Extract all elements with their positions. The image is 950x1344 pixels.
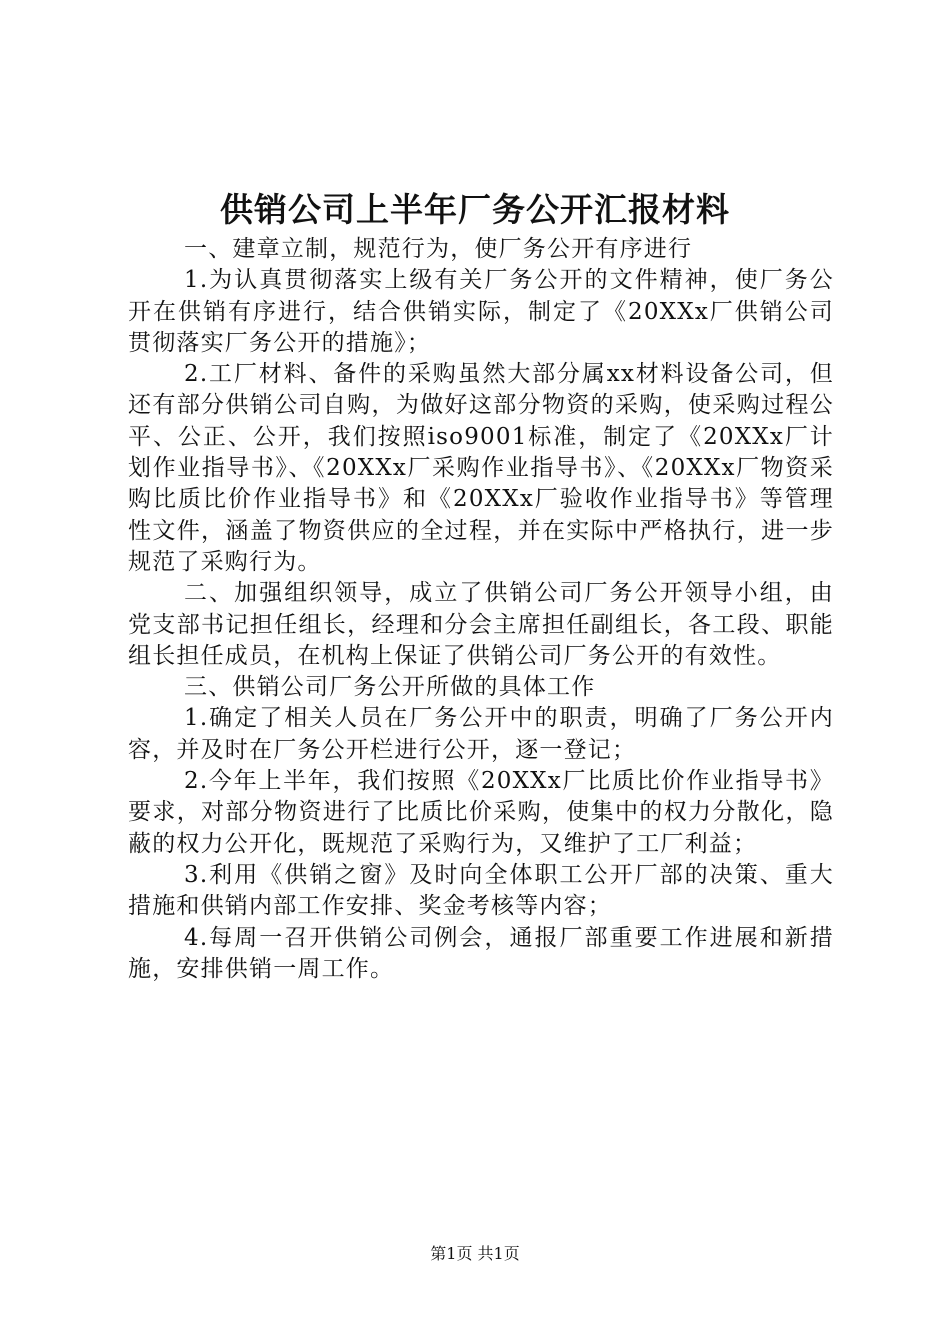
paragraph-item-3-3: 3.利用《供销之窗》及时向全体职工公开厂部的决策、重大措施和供销内部工作安排、奖金考核等内容； [128,861,834,920]
section-heading-2: 二、加强组织领导，成立了供销公司厂务公开领导小组，由党支部书记担任组长，经理和分会主席担任副组长，各工段、职能组长担任成员，在机构上保证了供销公司厂务公开的有效性。 [128,580,834,669]
paragraph-item-1-1: 1.为认真贯彻落实上级有关厂务公开的文件精神，使厂务公开在供销有序进行，结合供销实际，制定了《20XXx厂供销公司贯彻落实厂务公开的措施》； [128,267,834,356]
paragraph-item-3-2: 2.今年上半年，我们按照《20XXx厂比质比价作业指导书》要求，对部分物资进行了比质比价采购，使集中的权力分散化，隐蔽的权力公开化，既规范了采购行为，又维护了工厂利益； [128,768,834,857]
paragraph-item-3-4: 4.每周一召开供销公司例会，通报厂部重要工作进展和新措施，安排供销一周工作。 [128,924,834,982]
document-body [128,234,834,985]
paragraph-item-1-2: 2.工厂材料、备件的采购虽然大部分属xx材料设备公司，但还有部分供销公司自购，为做好这部分物资的采购，使采购过程公平、公正、公开，我们按照iso9001标准，制定了《20XXx厂计划作业指导书》、《20XXx厂采购作业指导书》、《20XXx厂物资采购比质比价作业指导书》和《20XXx厂验收作业指导书》等管理性文件，涵盖了物资供应的全过程，并在实际中严格执行，进一步规范了采购行为。 [128,361,834,575]
section-heading-1: 一、建章立制，规范行为，使厂务公开有序进行 [184,236,693,262]
document-title: 供销公司上半年厂务公开汇报材料 [220,190,730,229]
paragraph-item-3-1: 1.确定了相关人员在厂务公开中的职责，明确了厂务公开内容，并及时在厂务公开栏进行公开，逐一登记； [128,705,834,763]
section-heading-3: 三、供销公司厂务公开所做的具体工作 [184,674,596,701]
page-number-footer: 第1页 共1页 [430,1244,520,1263]
